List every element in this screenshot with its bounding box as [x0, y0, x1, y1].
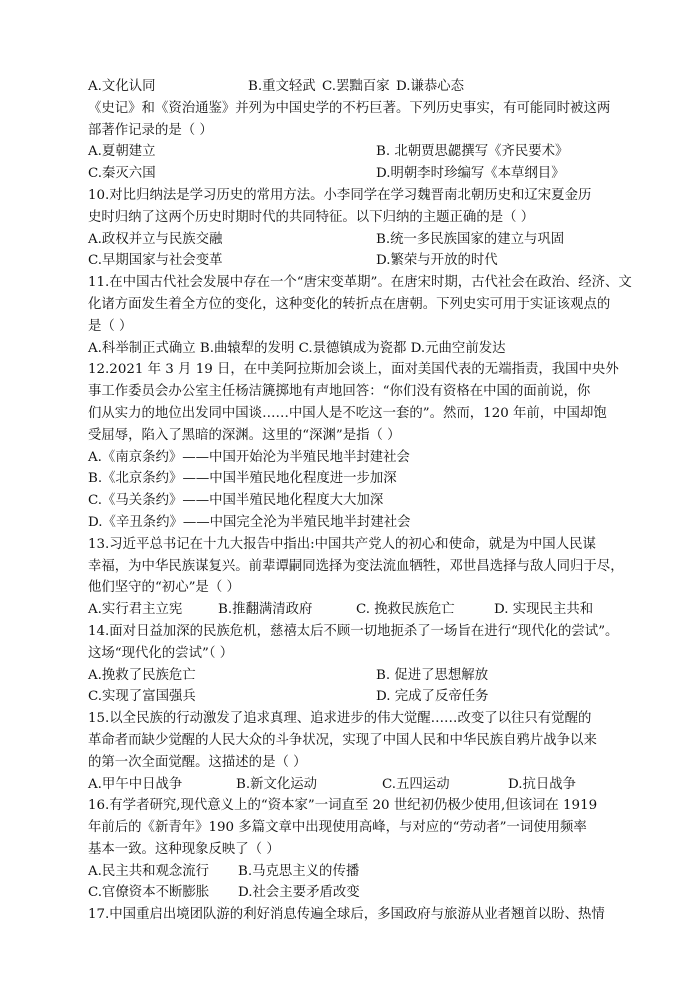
q16-options-row2 [88, 882, 648, 904]
q11-stem-line1: 11.在中国古代社会发展中存在一个“唐宋变革期”。在唐宋时期，古代社会在政治、经济、文 [88, 275, 632, 291]
q14-option-b: B. 促进了思想解放 [376, 667, 489, 683]
q14-option-c: C.实现了富国强兵 [88, 689, 196, 705]
q16-stem-line3: 基本一致。这种现象反映了（ ） [88, 841, 280, 857]
q10-option-c: C.早期国家与社会变革 [88, 253, 223, 269]
q14-option-d: D. 完成了反帝任务 [376, 689, 489, 705]
q15-option-b: B.新文化运动 [236, 776, 318, 792]
q16-stem-line2: 年前后的《新青年》190 多篇文章中出现使用高峰，与对应的“劳动者”一词使用频率 [88, 820, 587, 836]
q14-stem-line1: 14.面对日益加深的民族危机，慈禧太后不顾一切地扼杀了一场旨在进行“现代化的尝试”。 [88, 623, 619, 639]
q13-options [88, 599, 648, 621]
q9-stem-line2: 部著作记录的是（ ） [88, 122, 213, 138]
q8-option-b: B.重文轻武 [248, 79, 316, 94]
q14-options-row1 [88, 665, 648, 687]
q13-stem-line2: 幸福，为中华民族谋复兴。前辈谭嗣同选择为变法流血牺牲，邓世昌选择与敌人同归于尽， [88, 558, 624, 574]
q10-option-b: B.统一多民族国家的建立与巩固 [376, 231, 565, 247]
q16-stem-line1: 16.有学者研究,现代意义上的“资本家”一词直至 20 世纪初仍极少使用,但该词在 1919 [88, 798, 598, 814]
q13-stem-line3: 他们坚守的“初心”是（ ） [88, 580, 240, 596]
q15-option-d: D.抗日战争 [508, 776, 577, 792]
q12-option-b: B.《北京条约》——中国半殖民地化程度进一步加深 [88, 471, 397, 487]
q13-option-b: B.推翻满清政府 [218, 602, 313, 618]
q9-option-c: C.秦灭六国 [88, 166, 156, 182]
q12-option-d: D.《辛丑条约》——中国完全沦为半殖民地半封建社会 [88, 514, 411, 530]
q15-stem-line2: 革命者而缺少觉醒的人民大众的斗争状况，实现了中国人民和中华民族自鸦片战争以来 [88, 732, 597, 748]
q16-option-d: D.社会主要矛盾改变 [238, 885, 360, 901]
q10-options-row2 [88, 250, 648, 272]
q9-option-a: A.夏朝建立 [88, 144, 156, 160]
q16-option-b: B.马克思主义的传播 [238, 863, 360, 879]
q15-stem-line1: 15.以全民族的行动激发了追求真理、追求进步的伟大觉醒……改变了以往只有觉醒的 [88, 711, 592, 727]
q8-options [88, 76, 648, 98]
q12-stem-line2: 事工作委员会办公室主任杨洁篪掷地有声地回答：“你们没有资格在中国的面前说，你 [88, 384, 591, 400]
q10-stem-line1: 10.对比归纳法是学习历史的常用方法。小李同学在学习魏晋南北朝历史和辽宋夏金历 [88, 187, 592, 203]
q14-options-row2 [88, 686, 648, 708]
q10-stem-line2: 史时归纳了这两个历史时期时代的共同特征。以下归纳的主题正确的是（ ） [88, 209, 535, 225]
q16-option-a: A.民主共和观念流行 [88, 863, 210, 879]
q10-option-d: D.繁荣与开放的时代 [376, 253, 498, 269]
q15-option-c: C.五四运动 [382, 776, 450, 792]
q8-option-d: D.谦恭心态 [396, 79, 465, 94]
q15-options [88, 774, 648, 796]
q13-option-c: C. 挽救民族危亡 [356, 602, 455, 618]
q10-options-row1 [88, 229, 648, 251]
q14-stem-line2: 这场“现代化的尝试”（ ） [88, 645, 234, 661]
q12-stem-line1: 12.2021 年 3 月 19 日，在中美阿拉斯加会谈上，面对美国代表的无端指责，我国中央外 [88, 362, 619, 378]
q11-stem-line3: 是（ ） [88, 318, 133, 334]
q14-option-a: A.挽救了民族危亡 [88, 667, 196, 683]
q11-options: A.科举制正式确立 B.曲辕犁的发明 C.景德镇成为瓷都 D.元曲空前发达 [88, 340, 506, 356]
q12-stem-line4: 受屈辱，陷入了黑暗的深渊。这里的“深渊”是指（ ） [88, 427, 401, 443]
q9-options-row2 [88, 163, 648, 185]
q11-stem-line2: 化诸方面发生着全方位的变化，这种变化的转折点在唐朝。下列史实可用于实证该观点的 [88, 296, 611, 312]
q15-option-a: A.甲午中日战争 [88, 776, 183, 792]
q12-stem-line3: 们从实力的地位出发同中国谈……中国人是不吃这一套的”。然而，120 年前，中国却饱 [88, 405, 607, 421]
q15-stem-line3: 的第一次全面觉醒。这描述的是（ ） [88, 754, 307, 770]
q8-option-a: A.文化认同 [88, 79, 156, 94]
q13-stem-line1: 13.习近平总书记在十九大报告中指出:中国共产党人的初心和使命，就是为中国人民谋 [88, 536, 596, 552]
q9-option-d: D.明朝李时珍编写《本草纲目》 [376, 166, 565, 182]
q12-option-a: A.《南京条约》——中国开始沦为半殖民地半封建社会 [88, 449, 410, 465]
q13-option-d: D. 实现民主共和 [494, 602, 594, 618]
q9-options-row1 [88, 141, 648, 163]
exam-page [88, 76, 648, 926]
q16-option-c: C.官僚资本不断膨胀 [88, 885, 210, 901]
q10-option-a: A.政权并立与民族交融 [88, 231, 223, 247]
q13-option-a: A.实行君主立宪 [88, 602, 183, 618]
q17-stem-line1: 17.中国重启出境团队游的利好消息传遍全球后，多国政府与旅游从业者翘首以盼、热情 [88, 907, 605, 923]
q16-options-row1 [88, 861, 648, 883]
q9-option-b: B. 北朝贾思勰撰写《齐民要术》 [376, 144, 569, 160]
q9-stem-line1: 《史记》和《资治通鉴》并列为中国史学的不朽巨著。下列历史事实，有可能同时被这两 [88, 100, 611, 116]
q12-option-c: C.《马关条约》——中国半殖民地化程度大大加深 [88, 493, 384, 509]
q8-option-c: C.罢黜百家 [322, 79, 390, 94]
